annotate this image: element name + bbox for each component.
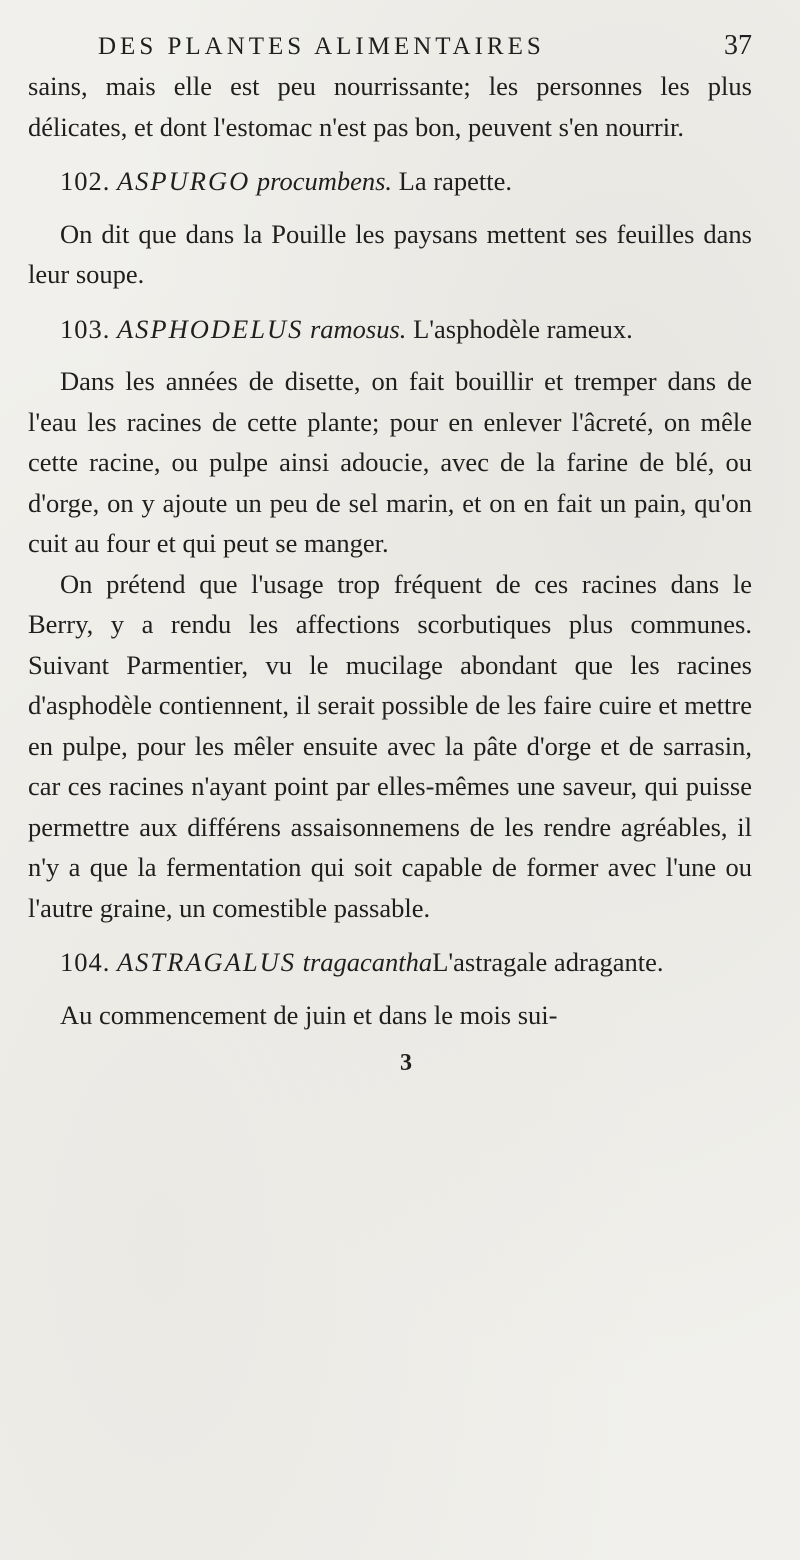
header-title: DES PLANTES ALIMENTAIRES <box>98 33 545 60</box>
paragraph: Dans les années de disette, on fait bouillir et tremper dans de l'eau les racines de cette plante; pour en enlever l'âcreté, on mêle cette racine, ou pulpe ainsi adoucie, avec de la farine de blé, ou d'orge, on y ajoute un peu de sel marin, et on en fait un pain, qu'on cuit au four et qui peut se manger. <box>28 366 752 558</box>
body-text <box>28 66 752 1084</box>
signature-mark: 3 <box>400 1050 412 1076</box>
entry-number: 102. <box>60 166 111 196</box>
entry-species: ramosus. <box>309 313 407 344</box>
entry-102 <box>28 161 752 202</box>
entry-genus: ASTRAGALUS <box>117 947 296 977</box>
entry-genus: ASPHODELUS <box>117 313 304 344</box>
paragraph: Au commencement de juin et dans le mois sui- <box>60 999 558 1030</box>
entry-common-name: L'astragale adragante. <box>432 947 664 977</box>
entry-common-name: La rapette. <box>398 166 512 196</box>
paragraph: On prétend que l'usage trop fréquent de ces racines dans le Berry, y a rendu les affections scorbutiques plus communes. Suivant Parmentier, vu le mucilage abondant que les racines d'asphodèle contiennent, il serait possible de les faire cuire et mettre en pulpe, pour les mêler ensuite avec la pâte d'orge et de sarrasin, car ces racines n'ayant point par elles-mêmes une saveur, qui puisse permettre aux différens assaisonnemens de les rendre agréables, il n'y a que la fermentation qui soit capable de former avec l'une ou l'autre graine, un comestible passable. <box>28 568 752 923</box>
paragraph: On dit que dans la Pouille les paysans mettent ses feuilles dans leur soupe. <box>28 218 752 289</box>
entry-number: 103. <box>60 313 111 344</box>
running-header <box>28 30 752 62</box>
paragraph: sains, mais elle est peu nourrissante; les personnes les plus délicates, et dont l'estomac n'est pas bon, peuvent s'en nourrir. <box>28 71 752 142</box>
entry-species: tragacantha <box>302 947 433 977</box>
entry-species: procumbens. <box>256 166 393 196</box>
entry-number: 104. <box>60 947 111 977</box>
entry-104 <box>28 942 752 983</box>
entry-genus: ASPURGO <box>117 166 251 196</box>
page-number: 37 <box>724 30 752 61</box>
entry-103 <box>28 309 752 350</box>
entry-common-name: L'asphodèle rameux. <box>413 313 633 344</box>
